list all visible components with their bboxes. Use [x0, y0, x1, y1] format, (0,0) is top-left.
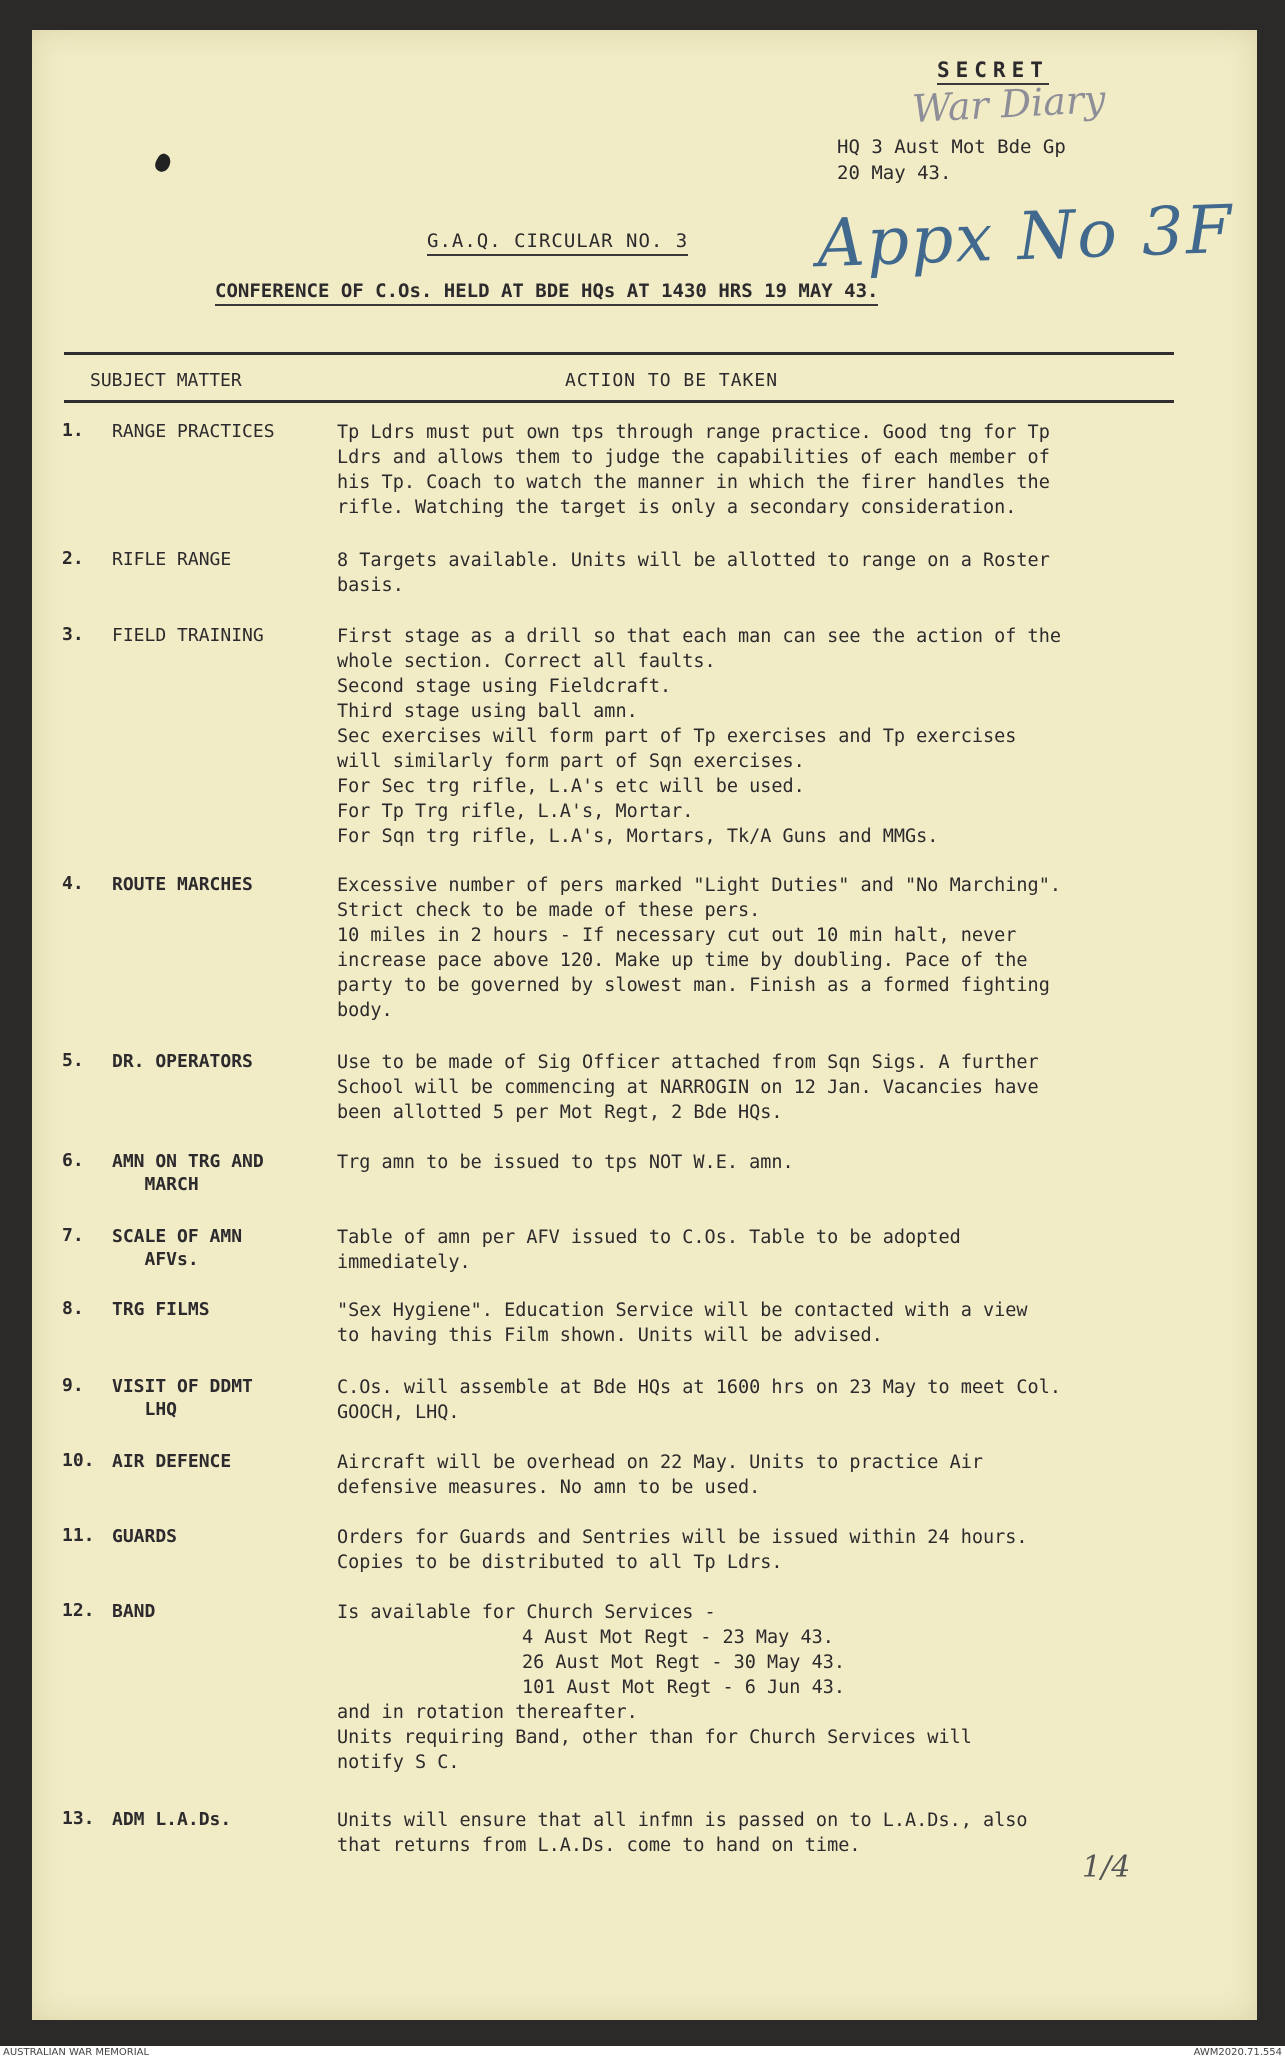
- action-column-header: ACTION TO BE TAKEN: [565, 370, 779, 391]
- item-action-line: Sec exercises will form part of Tp exercises and Tp exercises: [337, 726, 1017, 747]
- item-subject: [112, 1450, 231, 1473]
- band-schedule-row: 4 Aust Mot Regt - 23 May 43.: [522, 1627, 834, 1648]
- item-subject-line: AFVs.: [112, 1249, 199, 1270]
- item-action-line: Ldrs and allows them to judge the capabilities of each member of: [337, 447, 1050, 468]
- item-subject: [112, 1600, 155, 1623]
- band-schedule-row: 101 Aust Mot Regt - 6 Jun 43.: [522, 1677, 846, 1698]
- item-subject-line: DR. OPERATORS: [112, 1051, 253, 1072]
- item-number: 5.: [62, 1050, 84, 1071]
- item-subject-line: BAND: [112, 1601, 156, 1622]
- item-action-line: 8 Targets available. Units will be allotted to range on a Roster: [337, 550, 1050, 571]
- item-action-line: been allotted 5 per Mot Regt, 2 Bde HQs.: [337, 1102, 783, 1123]
- hq-block: [837, 134, 1066, 186]
- item-action-line: Units will ensure that all infmn is passed on to L.A.Ds., also: [337, 1810, 1028, 1831]
- item-action-line: Trg amn to be issued to tps NOT W.E. amn.: [337, 1152, 794, 1173]
- item-subject: [112, 1150, 264, 1196]
- item-action-line: Second stage using Fieldcraft.: [337, 676, 672, 697]
- item-action-line: and in rotation thereafter.: [337, 1702, 638, 1723]
- item-action-line: Use to be made of Sig Officer attached from Sqn Sigs. A further: [337, 1052, 1039, 1073]
- item-action-line: First stage as a drill so that each man can see the action of the: [337, 626, 1061, 647]
- item-action-line: to having this Film shown. Units will be advised.: [337, 1325, 883, 1346]
- item-action-line: "Sex Hygiene". Education Service will be contacted with a view: [337, 1300, 1028, 1321]
- footer-reference: AWM2020.71.554: [1193, 2047, 1282, 2058]
- item-action-line: notify S C.: [337, 1752, 460, 1773]
- item-subject: [112, 1225, 242, 1271]
- item-action: [337, 1298, 1167, 1348]
- item-number: 4.: [62, 873, 84, 894]
- item-subject-line: VISIT OF DDMT: [112, 1376, 253, 1397]
- item-action-line: party to be governed by slowest man. Finish as a formed fighting: [337, 975, 1050, 996]
- item-subject-line: AIR DEFENCE: [112, 1451, 232, 1472]
- item-action: [337, 1450, 1167, 1500]
- item-action: [337, 1600, 1167, 1775]
- item-action: [337, 1050, 1167, 1125]
- item-action-line: body.: [337, 1000, 393, 1021]
- item-subject: [112, 548, 231, 571]
- item-action: [337, 1150, 1167, 1175]
- item-action-line: his Tp. Coach to watch the manner in which the firer handles the: [337, 472, 1050, 493]
- item-action: [337, 1375, 1167, 1425]
- handwritten-mark: 1/​4: [1082, 1850, 1131, 1885]
- item-action-line: Tp Ldrs must put own tps through range practice. Good tng for Tp: [337, 422, 1050, 443]
- item-subject-line: TRG FILMS: [112, 1299, 210, 1320]
- item-action-line: increase pace above 120. Make up time by doubling. Pace of the: [337, 950, 1028, 971]
- hq-line: HQ 3 Aust Mot Bde Gp: [837, 136, 1066, 158]
- item-number: 2.: [62, 548, 84, 569]
- conference-title: CONFERENCE OF C.Os. HELD AT BDE HQs AT 1430 HRS 19 MAY 43.: [215, 280, 878, 306]
- handwritten-appendix-note: Appx No 3F: [815, 190, 1235, 283]
- item-number: 6.: [62, 1150, 84, 1171]
- item-action-line: Table of amn per AFV issued to C.Os. Table to be adopted: [337, 1227, 961, 1248]
- item-subject: [112, 1050, 253, 1073]
- ink-blot: [152, 152, 173, 175]
- item-subject: [112, 1525, 177, 1548]
- item-action-line: Strict check to be made of these pers.: [337, 900, 761, 921]
- header-rule-bottom: [64, 400, 1174, 403]
- item-action-line: Copies to be distributed to all Tp Ldrs.: [337, 1552, 783, 1573]
- item-action-line: defensive measures. No amn to be used.: [337, 1477, 761, 1498]
- item-number: 1.: [62, 420, 84, 441]
- item-subject-line: FIELD TRAINING: [112, 625, 264, 646]
- item-action-line: For Tp Trg rifle, L.A's, Mortar.: [337, 801, 694, 822]
- band-schedule: [522, 1625, 1167, 1700]
- item-action: [337, 1808, 1167, 1858]
- item-subject-line: ROUTE MARCHES: [112, 874, 253, 895]
- archive-footer: [0, 2046, 1285, 2061]
- item-action: [337, 1525, 1167, 1575]
- item-subject-line: LHQ: [112, 1399, 178, 1420]
- item-subject: [112, 624, 264, 647]
- item-action-line: C.Os. will assemble at Bde HQs at 1600 hrs on 23 May to meet Col.: [337, 1377, 1061, 1398]
- handwritten-war-diary-note: War Diary: [910, 76, 1107, 132]
- classification-stamp: SECRET: [937, 58, 1049, 85]
- item-action-line: Aircraft will be overhead on 22 May. Units to practice Air: [337, 1452, 984, 1473]
- circular-title: G.A.Q. CIRCULAR NO. 3: [427, 230, 688, 256]
- subject-column-header: SUBJECT MATTER: [90, 370, 242, 391]
- item-number: 9.: [62, 1375, 84, 1396]
- document-page: [32, 30, 1257, 2020]
- item-number: 11.: [62, 1525, 95, 1546]
- item-action: [337, 1225, 1167, 1275]
- item-action-line: whole section. Correct all faults.: [337, 651, 716, 672]
- item-action-line: immediately.: [337, 1252, 471, 1273]
- item-number: 10.: [62, 1450, 95, 1471]
- item-action-line: Orders for Guards and Sentries will be issued within 24 hours.: [337, 1527, 1028, 1548]
- item-number: 7.: [62, 1225, 84, 1246]
- item-subject-line: RIFLE RANGE: [112, 549, 232, 570]
- item-action-line: Third stage using ball amn.: [337, 701, 638, 722]
- item-action-line: Units requiring Band, other than for Church Services will: [337, 1727, 972, 1748]
- item-action-line: GOOCH, LHQ.: [337, 1402, 460, 1423]
- item-subject: [112, 1808, 231, 1831]
- item-action-line: For Sec trg rifle, L.A's etc will be used.: [337, 776, 805, 797]
- item-action-line: basis.: [337, 575, 404, 596]
- document-date: 20 May 43.: [837, 162, 952, 184]
- item-subject: [112, 1298, 210, 1321]
- item-subject-line: RANGE PRACTICES: [112, 421, 275, 442]
- item-action: [337, 548, 1167, 598]
- item-action-line: School will be commencing at NARROGIN on 12 Jan. Vacancies have: [337, 1077, 1039, 1098]
- item-subject-line: GUARDS: [112, 1526, 178, 1547]
- item-action: [337, 420, 1167, 520]
- item-subject-line: ADM L.A.Ds.: [112, 1809, 232, 1830]
- item-number: 13.: [62, 1808, 95, 1829]
- item-subject-line: SCALE OF AMN: [112, 1226, 243, 1247]
- item-number: 8.: [62, 1298, 84, 1319]
- item-subject: [112, 1375, 253, 1421]
- item-action-line: that returns from L.A.Ds. come to hand on time.: [337, 1835, 861, 1856]
- item-number: 3.: [62, 624, 84, 645]
- item-number: 12.: [62, 1600, 95, 1621]
- item-action-intro: Is available for Church Services -: [337, 1602, 716, 1623]
- item-subject: [112, 873, 253, 896]
- band-schedule-row: 26 Aust Mot Regt - 30 May 43.: [522, 1652, 846, 1673]
- item-action: [337, 624, 1167, 849]
- item-subject: [112, 420, 275, 443]
- item-action-line: will similarly form part of Sqn exercises.: [337, 751, 805, 772]
- item-subject-line: MARCH: [112, 1174, 199, 1195]
- item-action: [337, 873, 1167, 1023]
- header-rule-top: [64, 352, 1174, 355]
- footer-source: AUSTRALIAN WAR MEMORIAL: [3, 2047, 150, 2058]
- item-action-line: Excessive number of pers marked "Light Duties" and "No Marching".: [337, 875, 1061, 896]
- item-subject-line: AMN ON TRG AND: [112, 1151, 264, 1172]
- item-action-line: rifle. Watching the target is only a secondary consideration.: [337, 497, 1017, 518]
- item-action-line: For Sqn trg rifle, L.A's, Mortars, Tk/A Guns and MMGs.: [337, 826, 939, 847]
- item-action-line: 10 miles in 2 hours - If necessary cut out 10 min halt, never: [337, 925, 1017, 946]
